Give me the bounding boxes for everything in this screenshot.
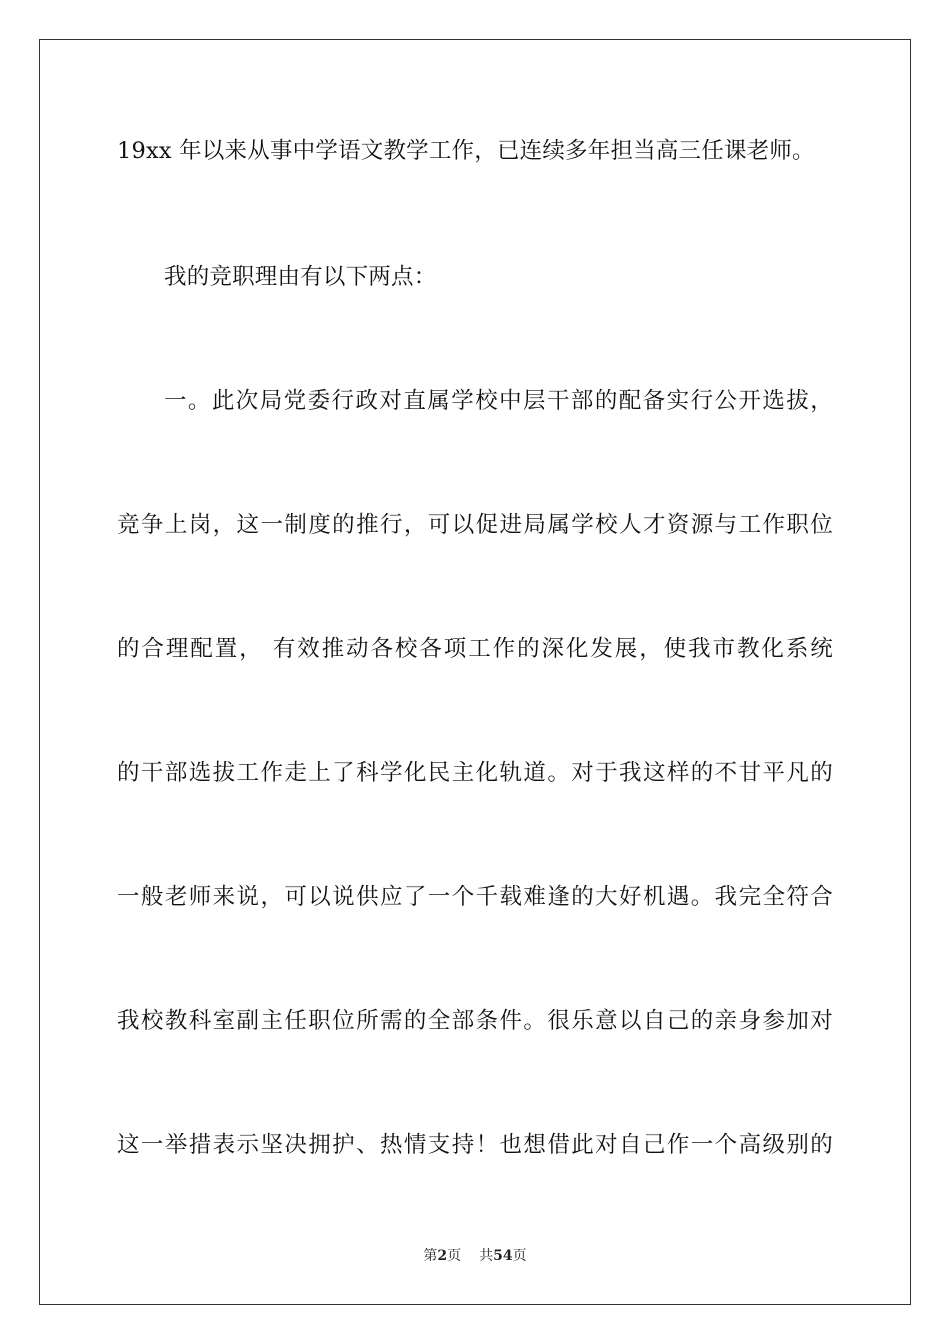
total-pages: 54 (493, 1248, 513, 1264)
text-line-3: 一。此次局党委行政对直属学校中层干部的配备实行公开选拔， (164, 388, 833, 414)
page-number: 2 (437, 1248, 448, 1264)
page-border (39, 39, 911, 1305)
text-line-7: 一般老师来说，可以说供应了一个千载难逢的大好机遇。我完全符合 (117, 884, 833, 910)
page-suffix: 页 (447, 1248, 462, 1264)
text-line-9: 这一举措表示坚决拥护、热情支持！也想借此对自己作一个高级别的 (117, 1132, 833, 1158)
total-prefix: 共 (479, 1248, 494, 1264)
text-line-8: 我校教科室副主任职位所需的全部条件。很乐意以自己的亲身参加对 (117, 1008, 833, 1034)
text-line-2: 我的竞职理由有以下两点： (164, 264, 437, 290)
text-line-5: 的合理配置， 有效推动各校各项工作的深化发展，使我市教化系统 (117, 636, 833, 662)
text-line-1: 19xx 年以来从事中学语文教学工作，已连续多年担当高三任课老师。 (117, 138, 815, 164)
page-footer (0, 1246, 950, 1266)
text-line-4: 竞争上岗，这一制度的推行，可以促进局属学校人才资源与工作职位 (117, 512, 833, 538)
total-suffix: 页 (512, 1248, 527, 1264)
text-line-6: 的干部选拔工作走上了科学化民主化轨道。对于我这样的不甘平凡的 (117, 760, 833, 786)
page-prefix: 第 (423, 1248, 438, 1264)
